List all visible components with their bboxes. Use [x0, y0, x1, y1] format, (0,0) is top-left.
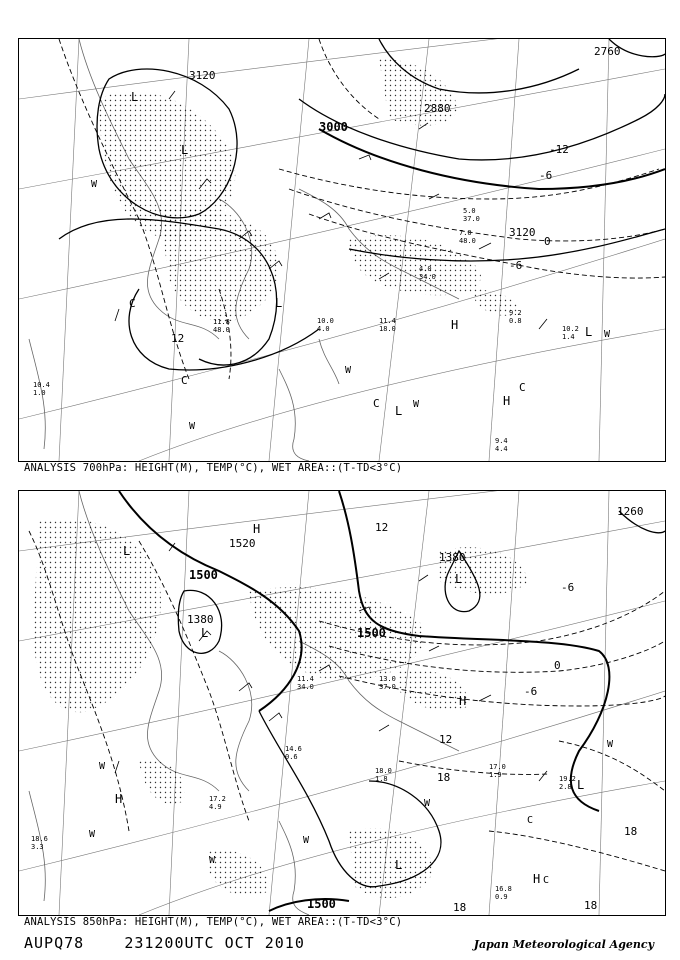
- temp-label: 18: [453, 901, 467, 914]
- warm-marker: W: [607, 739, 614, 750]
- station-plot: 18.0 1.8: [375, 767, 392, 783]
- low-marker: L: [123, 544, 131, 558]
- station-plot: 11.8 48.0: [213, 318, 230, 334]
- station-plot: 9.4 4.4: [495, 437, 508, 453]
- warm-marker: W: [189, 421, 196, 432]
- station-plot: 14.6 0.6: [285, 745, 302, 761]
- cold-marker: C: [129, 297, 136, 310]
- warm-marker: W: [345, 365, 352, 376]
- warm-marker: W: [424, 798, 431, 809]
- chart-identifier: [24, 934, 305, 952]
- temp-label: 0: [554, 659, 561, 672]
- high-marker: H: [503, 394, 511, 408]
- low-marker: L: [131, 90, 139, 104]
- station-plot: 19.2 2.8: [559, 775, 576, 791]
- high-marker: H: [253, 522, 261, 536]
- warm-marker: W: [91, 179, 98, 190]
- low-marker: L: [181, 143, 189, 157]
- chart-code: AUPQ78: [24, 934, 85, 952]
- low-marker: L: [201, 626, 209, 640]
- cold-marker: C: [181, 374, 188, 387]
- chart-700hpa: [18, 38, 666, 462]
- station-plot: 10.2 1.4: [562, 325, 579, 341]
- agency-credit: Japan Meteorological Agency: [473, 938, 654, 951]
- map-700hpa: [19, 39, 665, 461]
- station-plot: 17.0 1.9: [489, 763, 506, 779]
- temp-label: 18: [437, 771, 451, 784]
- height-label: 1380: [187, 613, 214, 626]
- low-marker: L: [395, 404, 403, 418]
- temp-label: -6: [509, 259, 523, 272]
- caption-700hpa: ANALYSIS 700hPa: HEIGHT(M), TEMP(°C), WET AREA::(T-TD<3°C): [24, 462, 403, 474]
- low-marker: L: [577, 778, 585, 792]
- height-label: 1500: [307, 897, 336, 911]
- chart-datetime: 231200UTC OCT 2010: [124, 934, 305, 952]
- warm-marker: W: [413, 399, 420, 410]
- warm-marker: W: [303, 835, 310, 846]
- high-marker: H: [115, 792, 123, 806]
- temp-label: 0: [544, 235, 551, 248]
- height-label: 3120: [189, 69, 216, 82]
- cold-marker: C: [519, 381, 526, 394]
- temp-label: 18: [584, 899, 598, 912]
- low-marker: L: [395, 858, 403, 872]
- station-plot: 18.6 3.3: [31, 835, 48, 851]
- temp-label: -6: [524, 685, 538, 698]
- height-label: 2760: [594, 45, 621, 58]
- height-label: 1500: [357, 626, 386, 640]
- caption-850hpa: ANALYSIS 850hPa: HEIGHT(M), TEMP(°C), WET AREA::(T-TD<3°C): [24, 916, 403, 928]
- height-label: 1260: [617, 505, 644, 518]
- height-label: 2880: [424, 102, 451, 115]
- station-plots: [33, 207, 579, 453]
- warm-marker: W: [604, 329, 611, 340]
- height-label: 1380: [439, 551, 466, 564]
- temp-label: -12: [549, 143, 569, 156]
- warm-marker: W: [209, 855, 216, 866]
- height-label: 1500: [189, 568, 218, 582]
- cold-marker: C: [527, 815, 534, 826]
- station-plot: 7.0 48.0: [459, 229, 476, 245]
- temp-label: 12: [439, 733, 453, 746]
- high-marker: H: [451, 318, 459, 332]
- cold-marker: C: [543, 875, 550, 886]
- map-850hpa: [19, 491, 665, 915]
- height-label: 3120: [509, 226, 536, 239]
- temp-label: 12: [375, 521, 389, 534]
- station-plot: 17.2 4.9: [209, 795, 226, 811]
- wet-area: [99, 59, 519, 322]
- station-plot: 9.2 0.8: [509, 309, 522, 325]
- low-marker: L: [455, 572, 463, 586]
- cold-marker: C: [373, 397, 380, 410]
- station-plot: 4.0 34.0: [419, 265, 436, 281]
- high-marker: H: [459, 694, 467, 708]
- station-plot: 13.0 37.0: [379, 675, 396, 691]
- height-label: 1520: [229, 537, 256, 550]
- station-plot: 11.4 18.0: [379, 317, 396, 333]
- chart-850hpa: [18, 490, 666, 916]
- station-plot: 5.0 37.0: [463, 207, 480, 223]
- temp-label: 18: [624, 825, 638, 838]
- low-marker: L: [585, 325, 593, 339]
- station-plot: 10.4 1.0: [33, 381, 50, 397]
- station-plot: 10.0 4.0: [317, 317, 334, 333]
- low-marker: L: [275, 296, 283, 310]
- high-marker: H: [533, 872, 541, 886]
- station-plot: 16.8 0.9: [495, 885, 512, 901]
- station-plot: 11.4 34.0: [297, 675, 314, 691]
- warm-marker: W: [89, 829, 96, 840]
- temp-label: -6: [539, 169, 553, 182]
- height-label: 3000: [319, 120, 348, 134]
- temp-label: 12: [171, 332, 185, 345]
- warm-marker: W: [99, 761, 106, 772]
- temp-label: -6: [561, 581, 575, 594]
